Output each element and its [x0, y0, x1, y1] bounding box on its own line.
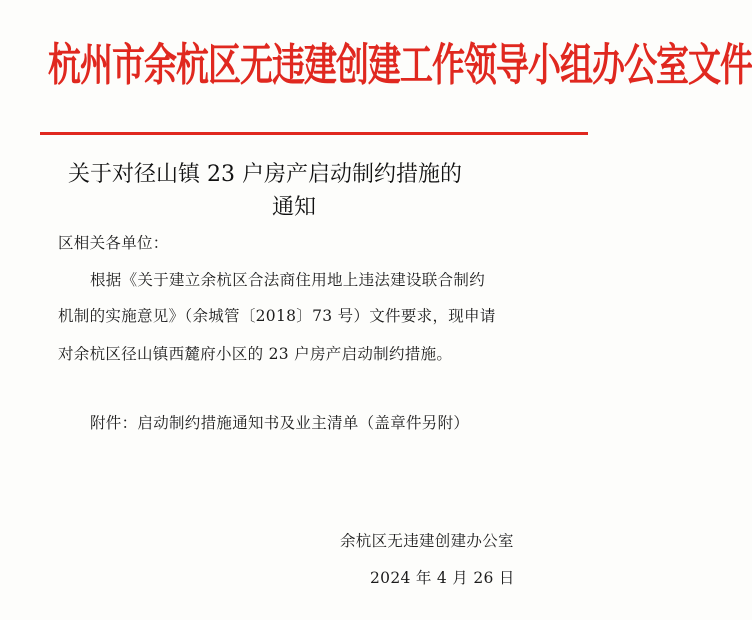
notice-title-line-2: 通知 — [272, 195, 317, 220]
body-paragraph-line-2: 机制的实施意见》（余城管〔2018〕73 号）文件要求，现申请 — [58, 307, 496, 325]
issuing-office: 余杭区无违建创建办公室 — [340, 532, 514, 550]
notice-title-line-1: 关于对径山镇 23 户房产启动制约措施的 — [68, 162, 462, 187]
attachment-note: 附件：启动制约措施通知书及业主清单（盖章件另附） — [90, 414, 470, 432]
body-paragraph-line-1: 根据《关于建立余杭区合法商住用地上违法建设联合制约 — [90, 271, 486, 289]
issue-date: 2024 年 4 月 26 日 — [370, 569, 515, 587]
addressee: 区相关各单位： — [58, 234, 169, 252]
body-paragraph-line-3: 对余杭区径山镇西麓府小区的 23 户房产启动制约措施。 — [58, 345, 453, 363]
masthead-red-rule — [40, 132, 588, 135]
document-masthead: 杭州市余杭区无违建创建工作领导小组办公室文件 — [48, 38, 752, 91]
